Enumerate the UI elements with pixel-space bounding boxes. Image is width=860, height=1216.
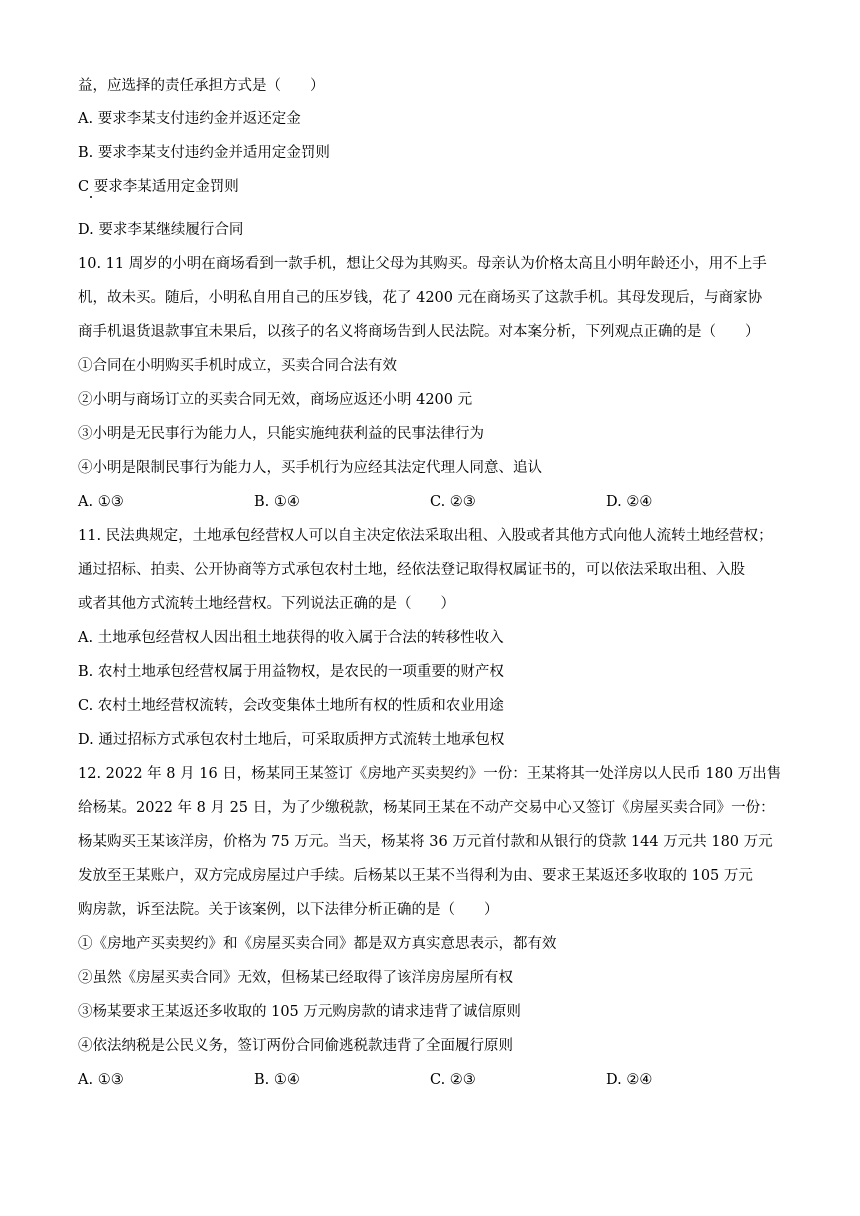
q12-choice-b: B. ①④: [254, 1072, 300, 1088]
q12-choice-c: C. ②③: [430, 1072, 476, 1088]
q11-stem-line-2: 通过招标、拍卖、公开协商等方式承包农村土地，经依法登记取得权属证书的，可以依法采取出租、入股: [78, 562, 745, 578]
q11-option-d: D. 通过招标方式承包农村土地后，可采取质押方式流转土地承包权: [78, 732, 505, 748]
q10-stem-line-3: 商手机退货退款事宜未果后，以孩子的名义将商场告到人民法院。对本案分析，下列观点正确的是（ ）: [78, 324, 760, 340]
q12-stem-line-1: 12. 2022 年 8 月 16 日，杨某同王某签订《房地产买卖契约》一份：王某将其一处洋房以人民币 180 万出售: [78, 766, 782, 782]
q12-stem-line-2: 给杨某。2022 年 8 月 25 日，为了少缴税款，杨某同王某在不动产交易中心又签订《房屋买卖合同》一份：: [78, 800, 775, 816]
q9-option-a: A. 要求李某支付违约金并返还定金: [78, 111, 301, 127]
q10-statement-2: ②小明与商场订立的买卖合同无效，商场应返还小明 4200 元: [78, 392, 473, 408]
q10-statement-3: ③小明是无民事行为能力人，只能实施纯获利益的民事法律行为: [78, 426, 484, 442]
q12-stem-line-3: 杨某购买王某该洋房，价格为 75 万元。当天，杨某将 36 万元首付款和从银行的贷款 144 万元共 180 万元: [78, 834, 773, 850]
q10-choice-c: C. ②③: [430, 494, 476, 510]
q12-choice-d: D. ②④: [606, 1072, 653, 1088]
q12-choice-a: A. ①③: [78, 1072, 124, 1088]
q10-statement-4: ④小明是限制民事行为能力人，买手机行为应经其法定代理人同意、追认: [78, 460, 542, 476]
q10-choice-b: B. ①④: [254, 494, 300, 510]
q12-statement-2: ②虽然《房屋买卖合同》无效，但杨某已经取得了该洋房房屋所有权: [78, 970, 513, 986]
q9-option-d: D. 要求李某继续履行合同: [78, 222, 244, 238]
q12-stem-line-4: 发放至王某账户，双方完成房屋过户手续。后杨某以王某不当得利为由、要求王某返还多收取的 105 万元: [78, 868, 753, 884]
q12-statement-3: ③杨某要求王某返还多收取的 105 万元购房款的请求违背了诚信原则: [78, 1004, 521, 1020]
q11-stem-line-3: 或者其他方式流转土地经营权。下列说法正确的是（ ）: [78, 596, 455, 612]
q10-statement-1: ①合同在小明购买手机时成立，买卖合同合法有效: [78, 358, 397, 374]
q12-stem-line-5: 购房款，诉至法院。关于该案例，以下法律分析正确的是（ ）: [78, 902, 499, 918]
q9-stem-tail: 益，应选择的责任承担方式是（ ）: [78, 78, 325, 94]
stray-dot-mark: [90, 196, 92, 198]
q10-stem-line-2: 机，故未买。随后，小明私自用自己的压岁钱，花了 4200 元在商场买了这款手机。其母发现后，与商家协: [78, 290, 763, 306]
q11-option-b: B. 农村土地承包经营权属于用益物权，是农民的一项重要的财产权: [78, 664, 504, 680]
q10-stem-line-1: 10. 11 周岁的小明在商场看到一款手机，想让父母为其购买。母亲认为价格太高且小明年龄还小，用不上手: [78, 256, 767, 272]
q11-stem-line-1: 11. 民法典规定，土地承包经营权人可以自主决定依法采取出租、入股或者其他方式向他人流转土地经营权；: [78, 528, 773, 544]
q9-option-b: B. 要求李某支付违约金并适用定金罚则: [78, 145, 330, 161]
q10-choice-a: A. ①③: [78, 494, 124, 510]
q11-option-c: C. 农村土地经营权流转，会改变集体土地所有权的性质和农业用途: [78, 698, 504, 714]
q11-option-a: A. 土地承包经营权人因出租土地获得的收入属于合法的转移性收入: [78, 630, 504, 646]
q10-choice-d: D. ②④: [606, 494, 653, 510]
q12-statement-1: ①《房地产买卖契约》和《房屋买卖合同》都是双方真实意思表示，都有效: [78, 936, 557, 952]
q9-option-c: C 要求李某适用定金罚则: [78, 179, 239, 195]
q12-statement-4: ④依法纳税是公民义务，签订两份合同偷逃税款违背了全面履行原则: [78, 1038, 513, 1054]
